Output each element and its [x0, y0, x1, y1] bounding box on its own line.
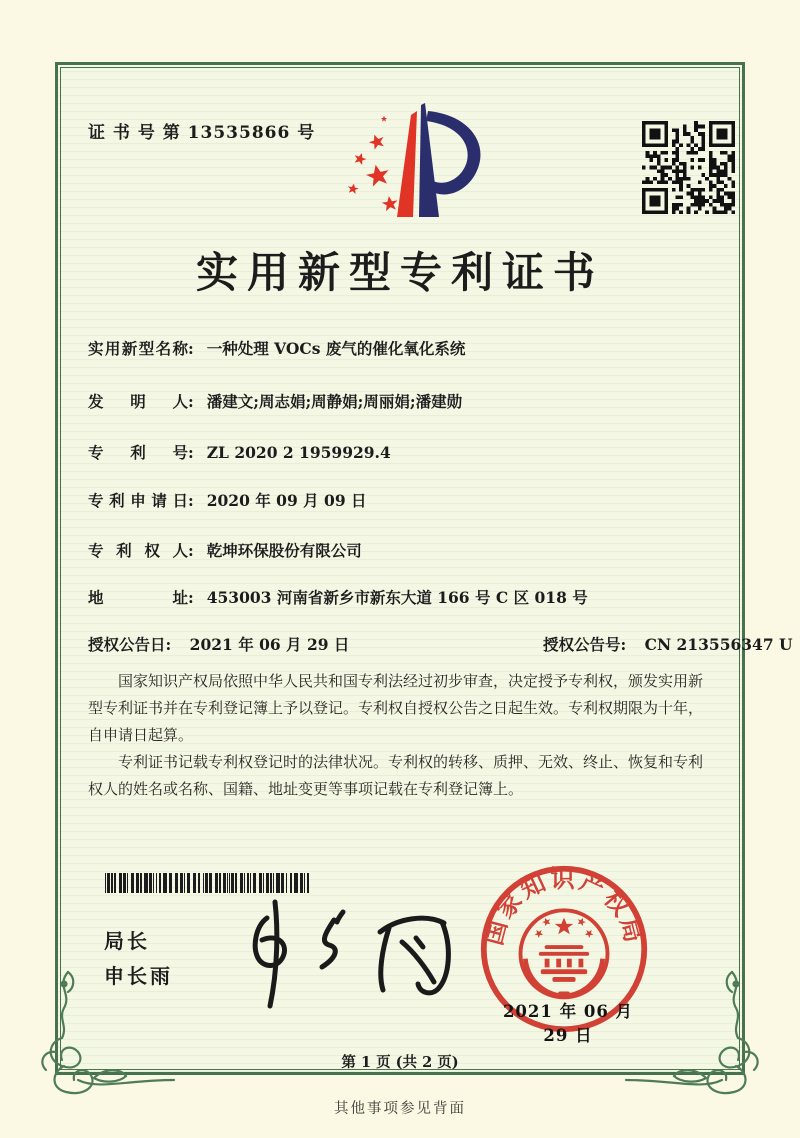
director-title: 局长: [104, 929, 150, 953]
colon: :: [165, 635, 172, 654]
field-value: 潘建文;周志娟;周静娟;周丽娟;潘建勋: [206, 392, 463, 411]
corner-ornament-left: [28, 968, 178, 1108]
field-label: 专利申请日: [88, 491, 188, 510]
seal-text: 国家知识产权局: [478, 864, 650, 948]
grant-no-value: CN 213556347 U: [644, 635, 793, 654]
field-value: 2020 年 09 月 09 日: [206, 491, 367, 510]
colon: :: [188, 491, 194, 510]
field-value: 453003 河南省新乡市新东大道 166 号 C 区 018 号: [206, 588, 588, 607]
back-side-note: 其他事项参见背面: [334, 1101, 466, 1117]
colon: :: [188, 541, 194, 560]
field-label: 专利权人: [88, 541, 188, 560]
field-row-inventors: [88, 390, 462, 412]
grant-date-value: 2021 年 06 月 29 日: [189, 635, 350, 654]
certificate-number: 证 书 号 第 13535866 号: [88, 123, 316, 143]
field-row-filing-date: [88, 489, 367, 511]
field-row-grant: [88, 633, 793, 655]
field-value: 一种处理 VOCs 废气的催化氧化系统: [206, 339, 466, 358]
director-signature: [212, 888, 477, 1013]
cnipa-logo: [333, 97, 498, 229]
legal-text-block: [88, 668, 714, 803]
field-row-utility-model-name: [88, 337, 465, 359]
colon: :: [188, 339, 194, 358]
certificate-title: 实用新型专利证书: [195, 248, 604, 297]
field-row-patent-number: [88, 441, 391, 463]
seal-national-emblem: [521, 910, 608, 997]
colon: :: [188, 588, 194, 607]
field-row-patentee: [88, 539, 362, 561]
colon: :: [620, 635, 627, 654]
field-label: 专利号: [88, 443, 188, 462]
legal-paragraph-1: 国家知识产权局依照中华人民共和国专利法经过初步审查，决定授予专利权，颁发实用新型专利证书并在专利登记簿上予以登记。专利权自授权公告之日起生效。专利权期限为十年，自申请日起算。: [88, 672, 704, 744]
grant-number-group: [543, 633, 793, 655]
field-label: 发明人: [88, 392, 188, 411]
field-value: 乾坤环保股份有限公司: [206, 541, 362, 560]
grant-date-label: 授权公告日: [88, 635, 166, 654]
colon: :: [188, 443, 194, 462]
field-value: ZL 2020 2 1959929.4: [206, 443, 391, 462]
qr-code: [642, 121, 735, 214]
logo-red-wedge: [397, 111, 417, 217]
field-label: 实用新型名称: [88, 339, 188, 358]
director-name: 申长雨: [104, 964, 173, 988]
grant-no-label: 授权公告号: [543, 635, 621, 654]
field-row-address: [88, 586, 588, 608]
legal-paragraph-2: 专利证书记载专利权登记时的法律状况。专利权的转移、质押、无效、终止、恢复和专利权人的姓名或名称、国籍、地址变更等事项记载在专利登记簿上。: [88, 753, 704, 798]
colon: :: [188, 392, 194, 411]
field-label: 地址: [88, 588, 188, 607]
logo-p-bowl: [426, 111, 480, 194]
seal-date: 2021 年 06 月 29 日: [502, 1002, 634, 1045]
page-number: 第 1 页 (共 2 页): [341, 1054, 459, 1071]
